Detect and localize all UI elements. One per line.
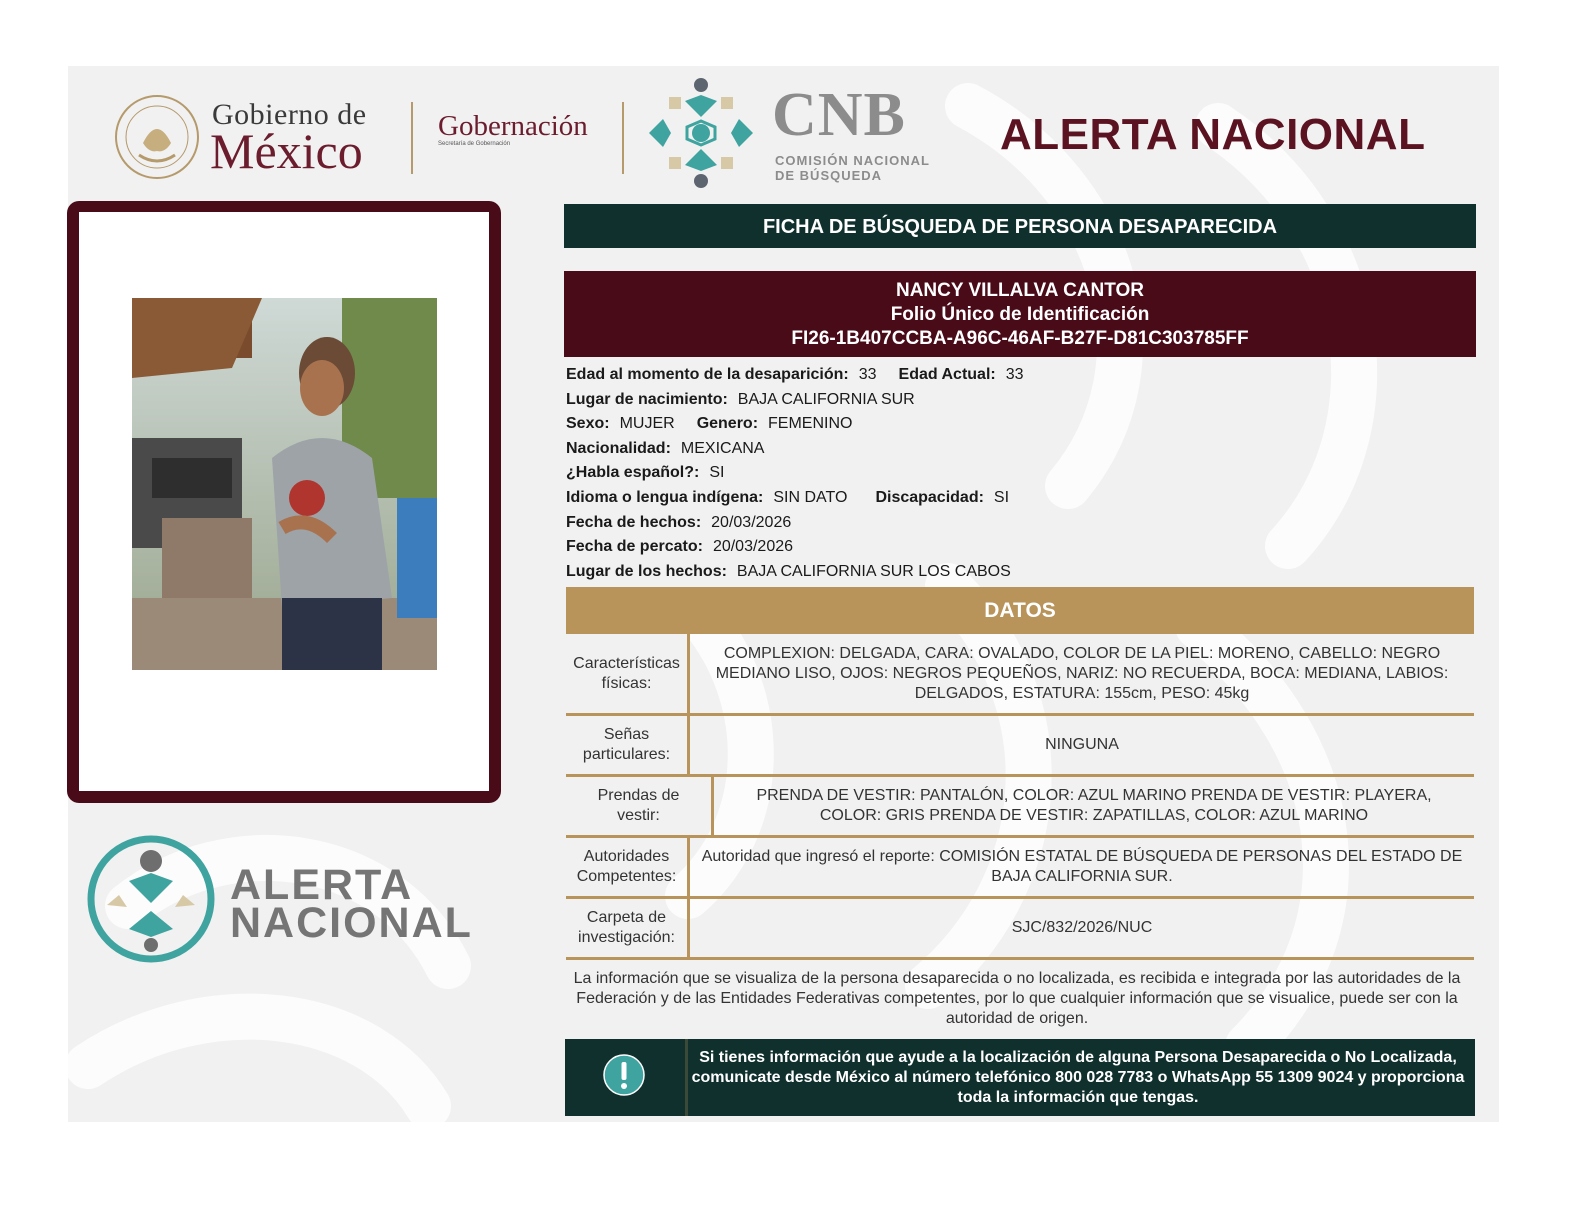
contact-text: Si tienes información que ayude a la localización de alguna Persona Desaparecida o No Localizada, comunicate desde México al número telefónico 800 028 7783 o WhatsApp 55 1309 9024 y proporciona toda la información que tengas.	[691, 1049, 1465, 1106]
gobernacion-subtitle: Secretaría de Gobernación	[438, 141, 511, 147]
exclamation-icon	[603, 1054, 645, 1096]
lugar-hechos-label: Lugar de los hechos:	[566, 562, 727, 580]
table-row-label: Prendas de vestir:	[566, 777, 714, 835]
info-row	[566, 560, 1024, 585]
folio-label: Folio Único de Identificación	[890, 304, 1150, 325]
info-row	[566, 412, 1024, 437]
table-row-label: Características físicas:	[566, 634, 690, 713]
cnb-acronym: CNB	[772, 81, 906, 149]
table-row	[566, 777, 1474, 838]
table-row	[566, 899, 1474, 960]
table-row-value: NINGUNA	[1045, 736, 1119, 753]
table-row-value: COMPLEXION: DELGADA, CARA: OVALADO, COLOR DE LA PIEL: MORENO, CABELLO: NEGRO MEDIANO LISO, OJOS: NEGROS PEQUEÑOS, NARIZ: NO RECUERDA, BOCA: MEDIANA, LABIOS: DELGADOS, ESTATURA: 155cm, PESO: 45kg	[715, 644, 1449, 702]
fecha-hechos-label: Fecha de hechos:	[566, 513, 702, 531]
info-row	[566, 437, 1024, 462]
fecha-hechos-value: 20/03/2026	[711, 513, 792, 531]
table-row	[566, 716, 1474, 777]
person-name: NANCY VILLALVA CANTOR	[895, 280, 1145, 301]
sexo-value: MUJER	[619, 415, 675, 433]
alerta-nacional-title: ALERTA NACIONAL	[1000, 110, 1426, 159]
nacionalidad-label: Nacionalidad:	[566, 439, 671, 457]
cnb-name-line2: DE BÚSQUEDA	[775, 168, 883, 183]
table-row-label: Autoridades Competentes:	[566, 838, 690, 896]
disclaimer-text: La información que se visualiza de la persona desaparecida o no localizada, es recibida e integrada por las autoridades de la Federación y de las Entidades Federativas competentes, por lo que cualquier información que se visualice, puede ser con la autoridad de origen.	[573, 970, 1461, 1027]
info-row	[566, 535, 1024, 560]
habla-espanol-value: SI	[709, 464, 725, 482]
table-row-value: SJC/832/2026/NUC	[1011, 919, 1153, 936]
info-row	[566, 388, 1024, 413]
discapacidad-label: Discapacidad:	[875, 488, 984, 506]
discapacidad-value: SI	[993, 488, 1010, 506]
gobierno-line1: Gobierno de	[212, 98, 367, 131]
ficha-title: FICHA DE BÚSQUEDA DE PERSONA DESAPARECIDA	[564, 204, 1476, 248]
edad-desaparicion-label: Edad al momento de la desaparición:	[566, 366, 849, 383]
table-row-label: Carpeta de investigación:	[566, 899, 690, 957]
info-row	[566, 461, 1024, 486]
sexo-label: Sexo:	[566, 415, 610, 433]
edad-actual-label: Edad Actual:	[898, 366, 996, 383]
info-row	[566, 511, 1024, 536]
header-divider	[411, 102, 413, 174]
nacionalidad-value: MEXICANA	[680, 439, 765, 457]
fecha-percato-value: 20/03/2026	[712, 538, 794, 556]
genero-label: Genero:	[696, 415, 759, 433]
lugar-nacimiento-value: BAJA CALIFORNIA SUR	[737, 390, 915, 408]
contact-banner	[565, 1039, 1475, 1116]
alerta-nacional-emblem-icon	[85, 833, 217, 965]
gobernacion-logo: Gobernación	[438, 110, 588, 142]
alerta-logo-line2: NACIONAL	[230, 899, 473, 947]
alerta-logo-line1: ALERTA	[230, 861, 414, 909]
lugar-nacimiento-label: Lugar de nacimiento:	[566, 390, 728, 408]
genero-value: FEMENINO	[768, 415, 853, 433]
habla-espanol-label: ¿Habla español?:	[566, 464, 700, 482]
person-header	[564, 271, 1476, 357]
table-row	[566, 634, 1474, 716]
fecha-percato-label: Fecha de percato:	[566, 538, 703, 556]
idioma-label: Idioma o lengua indígena:	[566, 488, 764, 506]
cnb-name-line1: COMISIÓN NACIONAL	[775, 153, 930, 168]
lugar-hechos-value: BAJA CALIFORNIA SUR LOS CABOS	[736, 562, 1011, 580]
contact-divider	[685, 1039, 688, 1116]
edad-desaparicion-value: 33	[858, 366, 877, 383]
table-row	[566, 838, 1474, 899]
cnb-emblem-icon	[645, 77, 757, 189]
missing-person-photo	[132, 298, 437, 670]
gobierno-line2: México	[210, 123, 363, 179]
edad-actual-value: 33	[1005, 366, 1024, 383]
mexico-shield-icon	[113, 93, 201, 181]
header-divider	[622, 102, 624, 174]
datos-table	[566, 634, 1474, 960]
person-info	[566, 363, 1024, 584]
cnb-name	[775, 153, 930, 183]
table-row-value: PRENDA DE VESTIR: PANTALÓN, COLOR: AZUL MARINO PRENDA DE VESTIR: PLAYERA, COLOR: GRIS PRENDA DE VESTIR: ZAPATILLAS, COLOR: AZUL MARINO	[756, 787, 1432, 824]
idioma-value: SIN DATO	[773, 488, 848, 506]
info-row	[566, 486, 1024, 511]
datos-header: DATOS	[566, 587, 1474, 634]
info-row	[566, 363, 1024, 388]
table-row-label: Señas particulares:	[566, 716, 690, 774]
folio-number: FI26-1B407CCBA-A96C-46AF-B27F-D81C303785FF	[791, 328, 1249, 349]
table-row-value: Autoridad que ingresó el reporte: COMISIÓN ESTATAL DE BÚSQUEDA DE PERSONAS DEL ESTADO DE BAJA CALIFORNIA SUR.	[701, 848, 1463, 885]
